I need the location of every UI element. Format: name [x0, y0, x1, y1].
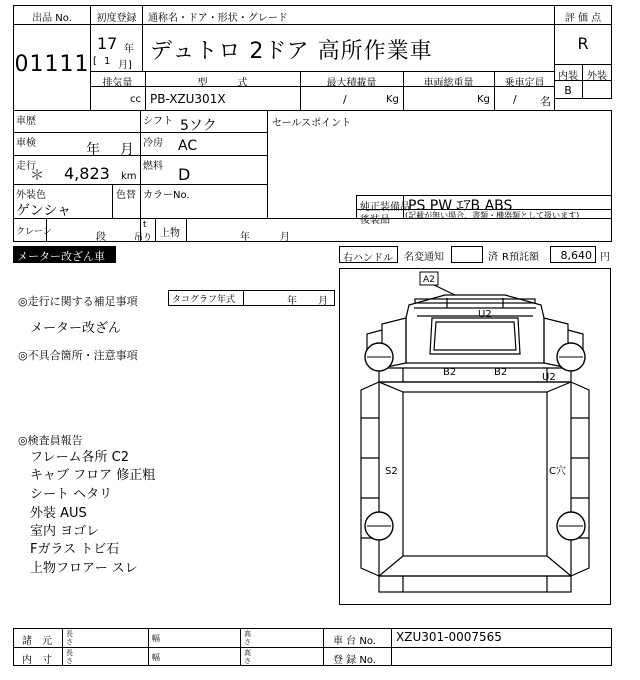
aftermarket-note: (記載が無い場合、書類・機器類として扱います): [405, 211, 580, 220]
defects-label: ◎不具合箇所・注意事項: [18, 349, 138, 362]
grade-label: 評 価 点: [564, 13, 602, 24]
registration-month-unit: 月]: [118, 60, 132, 71]
tachograph-label: タコグラフ年式: [172, 295, 236, 305]
registration-label: 初度登録: [96, 13, 137, 24]
damage-mark: U2: [478, 309, 492, 320]
chassis-number-label: 車 台 No.: [333, 636, 376, 647]
truck-diagram: [339, 268, 611, 605]
crane-suspend-unit: 吊り: [134, 233, 153, 243]
capacity-unit: 名: [540, 95, 551, 108]
body-month-unit: 月: [280, 232, 290, 243]
registration-year-unit: 年: [124, 44, 134, 55]
model-name: デュトロ 2ドア 高所作業車: [150, 39, 433, 64]
gross-weight-label: 車両総重量: [423, 78, 474, 89]
interior-grade-value: B: [564, 84, 572, 97]
inner-length-label: 長さ: [66, 649, 73, 665]
damage-mark: B2: [494, 367, 508, 378]
name-change-label: 名変通知: [404, 252, 444, 263]
inspection-label: 車検: [16, 138, 36, 149]
inspector-line: 外装 AUS: [30, 506, 87, 521]
gross-weight-unit: Kg: [477, 94, 490, 105]
recycle-mark: 済: [488, 252, 498, 263]
damage-mark: S2: [385, 466, 398, 477]
driving-note: メーター改ざん: [30, 321, 122, 336]
max-load-label: 最大積載量: [326, 78, 377, 89]
damage-mark: U2: [542, 372, 556, 383]
equipment-label: 純正装備品: [360, 202, 410, 213]
registration-year: 17: [97, 34, 118, 53]
color-value: ゲンシャ: [16, 203, 72, 219]
recycle-label: R預託額: [502, 252, 539, 263]
inspector-line: Fガラス トビ石: [30, 542, 120, 557]
meter-tamper-banner: メーター改ざん車: [13, 246, 116, 263]
max-load-unit: Kg: [386, 94, 399, 105]
steering-side: 右ハンドル: [339, 246, 398, 263]
grade-value: R: [577, 34, 589, 53]
inspection-year-unit: 年: [86, 142, 100, 158]
mileage-value: 4,823: [64, 164, 110, 183]
height-label: 高さ: [244, 630, 251, 646]
inspector-report-label: ◎検査員報告: [18, 434, 83, 447]
damage-mark: B2: [443, 367, 457, 378]
name-change-box: [451, 246, 483, 263]
displacement-unit: cc: [130, 94, 141, 105]
driving-notes-label: ◎走行に関する補足事項: [18, 295, 138, 308]
width-label: 幅: [152, 634, 160, 643]
recycle-unit: 円: [600, 252, 610, 263]
tachograph-month-unit: 月: [318, 296, 328, 307]
registration-month-open: [: [93, 56, 97, 67]
damage-mark: C穴: [549, 466, 566, 477]
inspector-line: 室内 ヨゴレ: [30, 524, 100, 539]
registration-month: 1: [104, 56, 111, 67]
damage-mark: A2: [423, 275, 435, 285]
equipment-value: PS PW ｴｱB ABS: [408, 198, 513, 214]
capacity-slash: /: [513, 93, 517, 106]
lot-label: 出品 No.: [32, 13, 72, 24]
tachograph-year-unit: 年: [287, 296, 297, 307]
type-label: 型 式: [197, 78, 248, 89]
inspection-month-unit: 月: [120, 142, 134, 158]
mileage-unit: km: [121, 171, 137, 182]
inspector-line: キャブ フロア 修正粗: [30, 468, 156, 483]
inner-width-label: 幅: [152, 653, 160, 662]
dimensions-label: 諸 元: [22, 636, 52, 647]
sales-point-label: セールスポイント: [272, 118, 352, 129]
ac-label: 冷房: [143, 138, 163, 149]
shift-label: シフト: [143, 116, 173, 127]
color-label: 外装色: [16, 190, 46, 201]
fuel-label: 燃料: [143, 161, 163, 172]
model-label: 通称名・ドア・形状・グレード: [148, 13, 288, 24]
inner-height-label: 高さ: [244, 649, 251, 665]
type-value: PB-XZU301X: [150, 92, 226, 106]
inner-dimensions-label: 内 寸: [22, 655, 52, 666]
inspector-line: フレーム各所 C2: [30, 450, 129, 465]
mileage-label: 走行: [16, 161, 36, 172]
interior-grade-label: 内装: [558, 71, 578, 82]
aftermarket-label: 後装品: [360, 215, 390, 226]
max-load-slash: /: [343, 93, 347, 106]
fuel-value: D: [178, 165, 191, 184]
exterior-grade-label: 外装: [587, 71, 607, 82]
length-label: 長さ: [66, 630, 73, 646]
color-change-label: 色替: [116, 190, 136, 201]
recycle-amount: 8,640: [550, 246, 596, 263]
crane-label: クレーン: [16, 227, 52, 237]
lot-number: 01111: [14, 52, 90, 77]
color-code-label: カラーNo.: [143, 190, 190, 201]
crane-ton-unit: t: [143, 220, 147, 230]
history-label: 車歴: [16, 116, 36, 127]
ac-value: AC: [178, 138, 198, 154]
capacity-label: 乗車定員: [504, 78, 545, 89]
displacement-label: 排気量: [102, 78, 133, 89]
inspector-line: シート ヘタリ: [30, 487, 113, 502]
body-label: 上物: [160, 228, 180, 239]
crane-stage-unit: 段: [96, 232, 106, 243]
inspector-line: 上物フロアー スレ: [30, 561, 138, 576]
chassis-number: XZU301-0007565: [396, 630, 502, 644]
body-year-unit: 年: [240, 232, 250, 243]
registration-number-label: 登 録 No.: [333, 655, 376, 666]
shift-value: 5ソク: [180, 118, 217, 134]
mileage-star: ＊: [30, 168, 44, 184]
